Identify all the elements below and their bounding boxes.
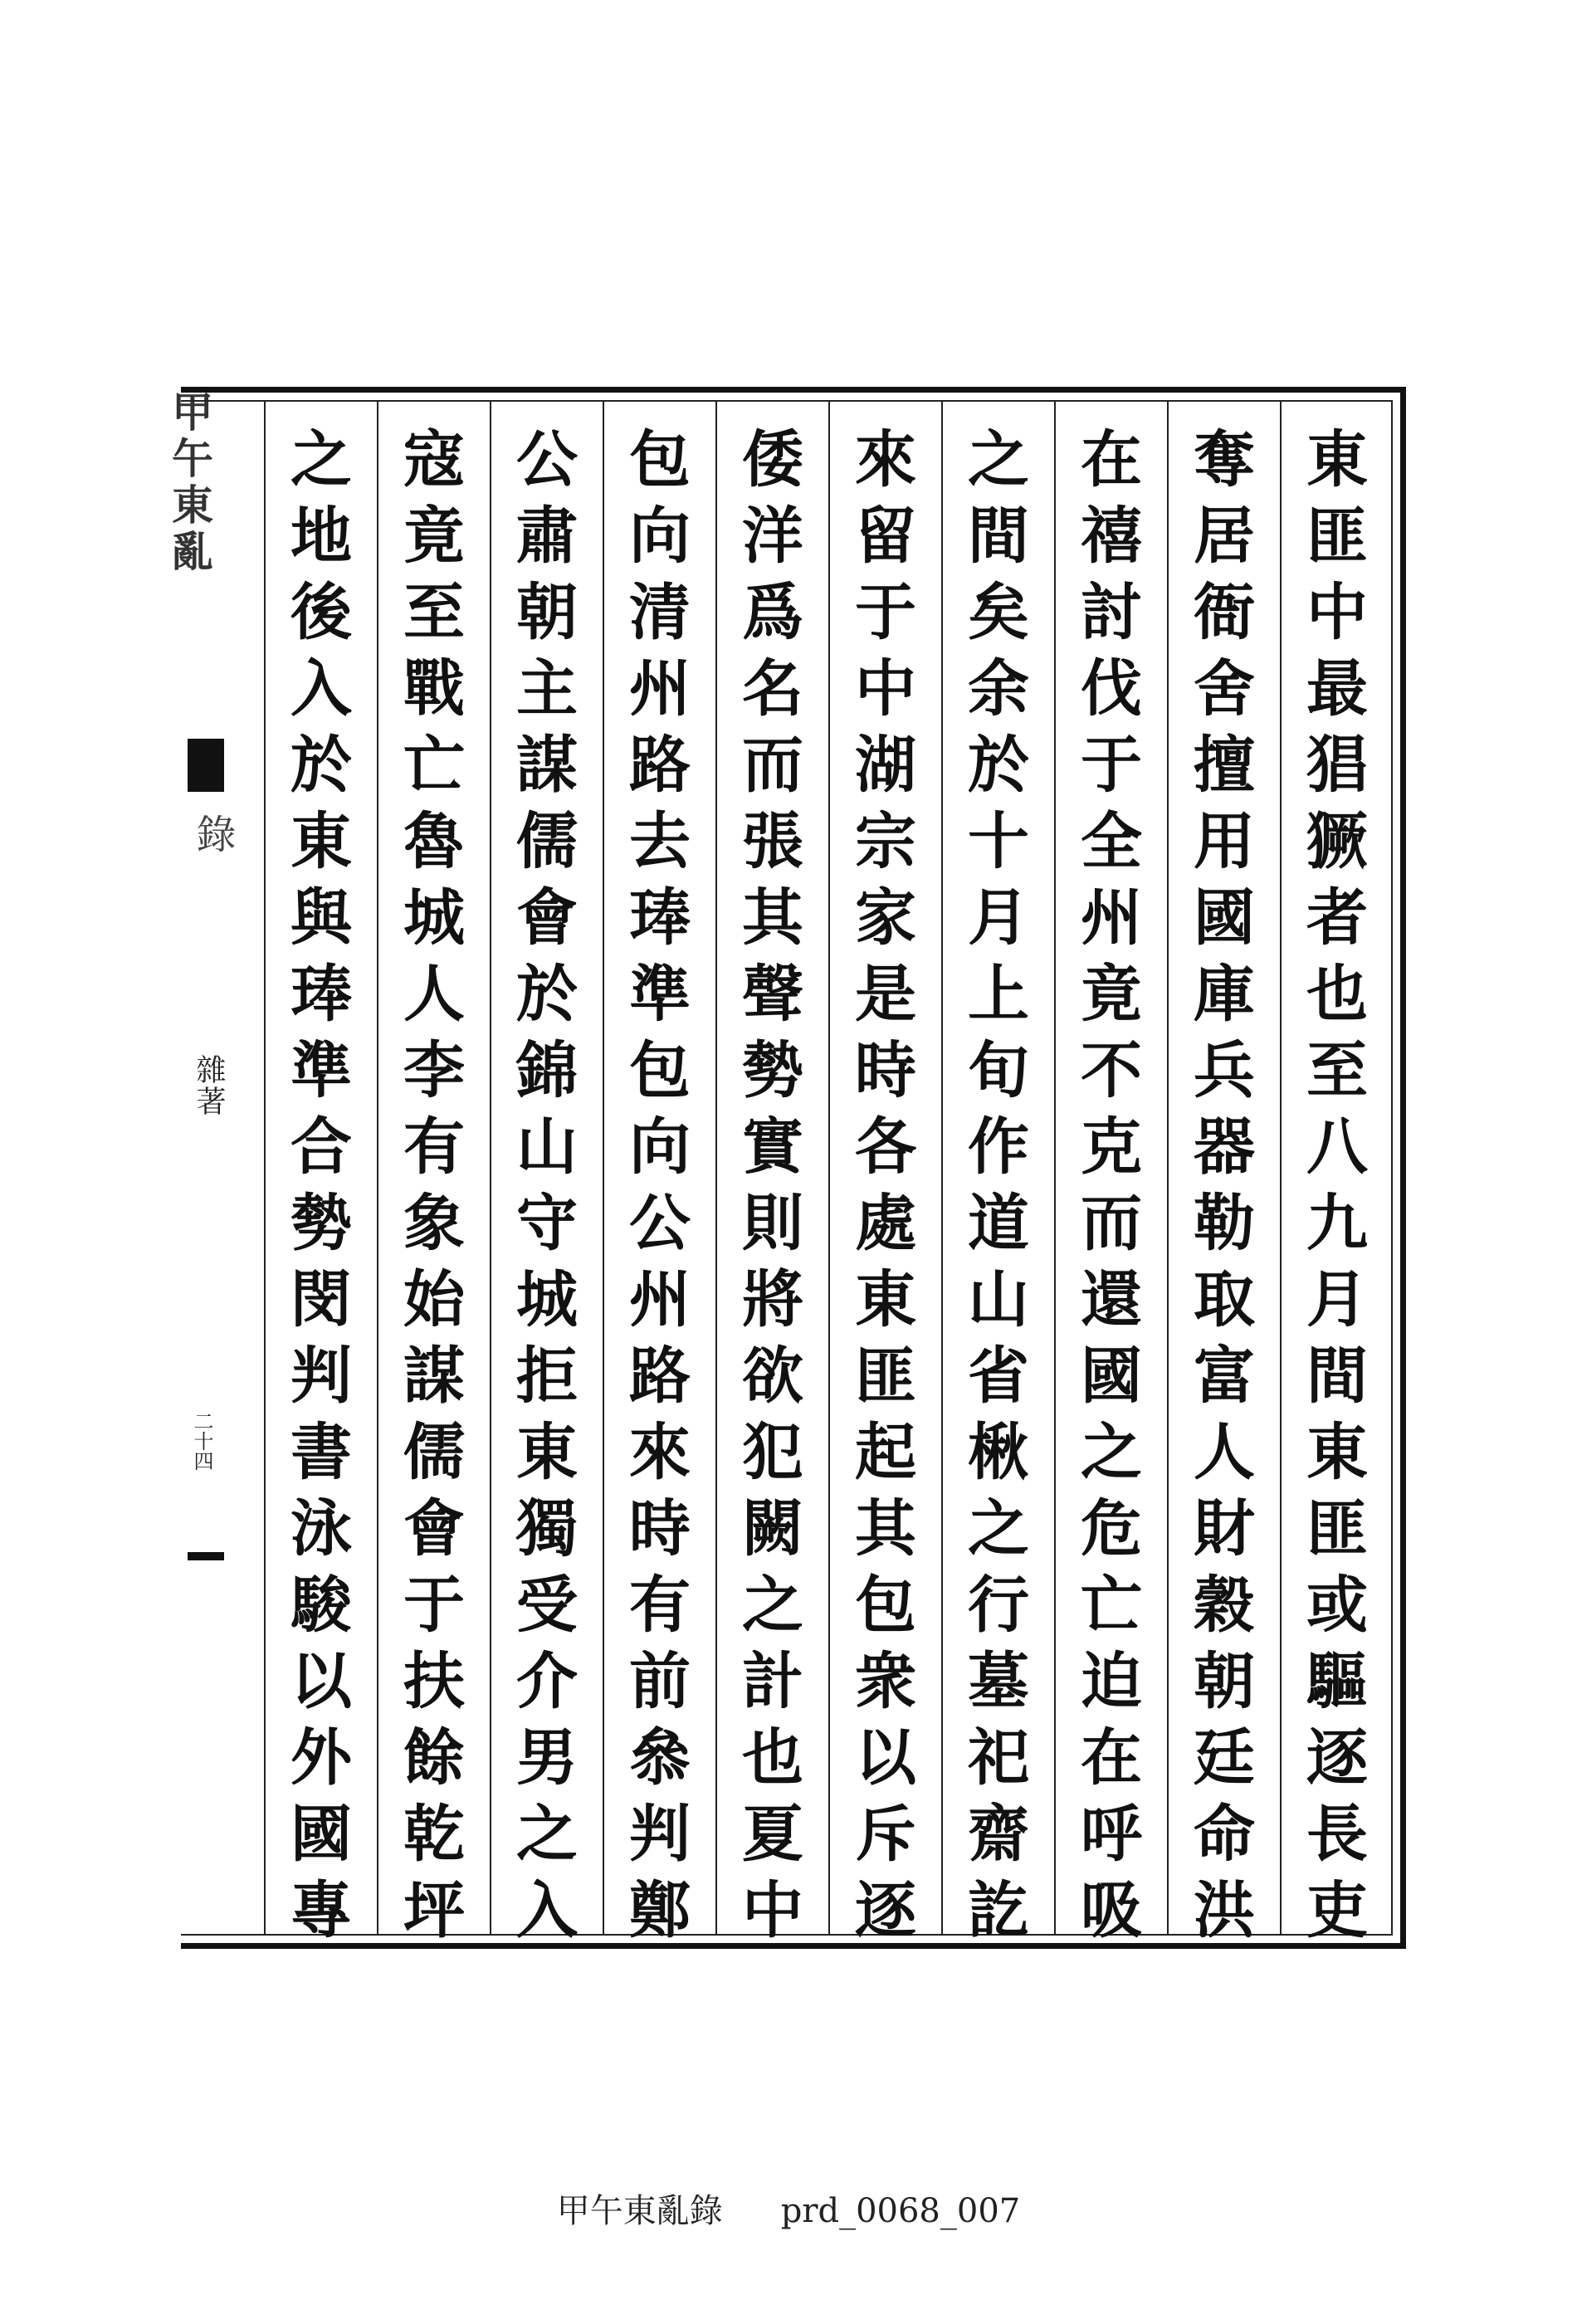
- glyph: 入: [290, 653, 352, 725]
- text-column: [377, 400, 490, 1946]
- glyph: 勢: [290, 1188, 352, 1259]
- text-column: [715, 400, 828, 1946]
- glyph: 人: [1194, 1417, 1255, 1488]
- glyph: 城: [403, 882, 465, 954]
- glyph: 琫: [290, 959, 352, 1030]
- glyph: 倭: [742, 424, 803, 496]
- glyph: 至: [403, 577, 465, 648]
- glyph: 專: [290, 1875, 352, 1946]
- glyph: 上: [968, 959, 1029, 1030]
- glyph: 穀: [1194, 1570, 1255, 1641]
- glyph: 居: [1194, 500, 1255, 572]
- glyph: 庫: [1194, 959, 1255, 1030]
- glyph: 獨: [516, 1493, 578, 1565]
- glyph: 儒: [516, 806, 578, 877]
- text-frame: [165, 387, 1406, 1949]
- glyph: 人: [403, 959, 465, 1030]
- glyph: 之: [742, 1570, 803, 1641]
- glyph: 時: [629, 1493, 691, 1565]
- glyph: 匪: [1306, 500, 1368, 572]
- text-column: [1167, 400, 1280, 1946]
- glyph: 男: [516, 1722, 578, 1794]
- glyph: 東: [290, 806, 352, 877]
- glyph: 錦: [516, 1035, 578, 1106]
- glyph: 者: [1306, 882, 1368, 954]
- glyph: 準: [629, 959, 691, 1030]
- glyph: 竟: [403, 500, 465, 572]
- glyph: 朝: [1194, 1646, 1255, 1717]
- glyph: 將: [742, 1264, 803, 1335]
- glyph: 謀: [516, 730, 578, 801]
- glyph: 八: [1306, 1111, 1368, 1183]
- glyph: 齋: [968, 1799, 1029, 1870]
- glyph: 亡: [403, 730, 465, 801]
- glyph: 在: [1081, 424, 1142, 496]
- glyph: 介: [516, 1646, 578, 1717]
- glyph: 起: [855, 1417, 916, 1488]
- glyph: 餘: [403, 1722, 465, 1794]
- glyph: 月: [968, 882, 1029, 954]
- glyph: 道: [968, 1188, 1029, 1259]
- glyph: 判: [629, 1799, 691, 1870]
- glyph: 余: [968, 653, 1029, 725]
- glyph: 吏: [1306, 1875, 1368, 1946]
- glyph: 夏: [742, 1799, 803, 1870]
- glyph: 來: [855, 424, 916, 496]
- glyph: 危: [1081, 1493, 1142, 1565]
- glyph: 來: [629, 1417, 691, 1488]
- glyph: 用: [1194, 806, 1255, 877]
- glyph: 魯: [403, 806, 465, 877]
- glyph: 包: [629, 424, 691, 496]
- glyph: 會: [516, 882, 578, 954]
- glyph: 命: [1194, 1799, 1255, 1870]
- glyph: 長: [1306, 1799, 1368, 1870]
- text-column: [1054, 400, 1167, 1946]
- text-columns: [181, 400, 1393, 1946]
- glyph: 器: [1194, 1111, 1255, 1183]
- glyph: 討: [1081, 577, 1142, 648]
- glyph: 受: [516, 1570, 578, 1641]
- glyph: 至: [1306, 1035, 1368, 1106]
- glyph: 之: [290, 424, 352, 496]
- glyph: 省: [968, 1340, 1029, 1412]
- glyph: 驅: [1306, 1646, 1368, 1717]
- glyph: 斥: [855, 1799, 916, 1870]
- glyph: 矣: [968, 577, 1029, 648]
- glyph: 湖: [855, 730, 916, 801]
- glyph: 闕: [742, 1493, 803, 1565]
- glyph: 則: [742, 1188, 803, 1259]
- glyph: 而: [742, 730, 803, 801]
- glyph: 呼: [1081, 1799, 1142, 1870]
- glyph: 名: [742, 653, 803, 725]
- glyph: 有: [629, 1570, 691, 1641]
- glyph: 吸: [1081, 1875, 1142, 1946]
- glyph: 勢: [742, 1035, 803, 1106]
- banxin-subtitle: 錄: [189, 813, 236, 853]
- glyph: 書: [290, 1417, 352, 1488]
- glyph: 以: [855, 1722, 916, 1794]
- glyph: 鄭: [629, 1875, 691, 1946]
- glyph: 竟: [1081, 959, 1142, 1030]
- glyph: 中: [1306, 577, 1368, 648]
- glyph: 州: [629, 1264, 691, 1335]
- glyph: 山: [516, 1111, 578, 1183]
- glyph: 中: [742, 1875, 803, 1946]
- glyph: 猖: [1306, 730, 1368, 801]
- glyph: 祀: [968, 1722, 1029, 1794]
- glyph: 獗: [1306, 806, 1368, 877]
- glyph: 匪: [1306, 1493, 1368, 1565]
- glyph: 泳: [290, 1493, 352, 1565]
- glyph: 宗: [855, 806, 916, 877]
- glyph: 乾: [403, 1799, 465, 1870]
- glyph: 以: [290, 1646, 352, 1717]
- glyph: 之: [968, 1493, 1029, 1565]
- glyph: 向: [629, 500, 691, 572]
- glyph: 路: [629, 1340, 691, 1412]
- glyph: 衙: [1194, 577, 1255, 648]
- banxin-title: 甲午東亂: [165, 390, 214, 576]
- glyph: 間: [968, 500, 1029, 572]
- glyph: 山: [968, 1264, 1029, 1335]
- glyph: 處: [855, 1188, 916, 1259]
- glyph: 克: [1081, 1111, 1142, 1183]
- glyph: 象: [403, 1188, 465, 1259]
- glyph: 謀: [403, 1340, 465, 1412]
- glyph: 月: [1306, 1264, 1368, 1335]
- text-column: [941, 400, 1054, 1946]
- glyph: 始: [403, 1264, 465, 1335]
- glyph: 洋: [742, 500, 803, 572]
- glyph: 實: [742, 1111, 803, 1183]
- glyph: 財: [1194, 1493, 1255, 1565]
- glyph: 東: [1306, 424, 1368, 496]
- glyph: 時: [855, 1035, 916, 1106]
- glyph: 戰: [403, 653, 465, 725]
- glyph: 各: [855, 1111, 916, 1183]
- glyph: 之: [1081, 1417, 1142, 1488]
- glyph: 東: [516, 1417, 578, 1488]
- glyph: 合: [290, 1111, 352, 1183]
- glyph: 于: [855, 577, 916, 648]
- glyph: 衆: [855, 1646, 916, 1717]
- glyph: 向: [629, 1111, 691, 1183]
- glyph: 之: [968, 424, 1029, 496]
- banxin-page-number: 二十四: [190, 1411, 213, 1471]
- text-column: [490, 400, 603, 1946]
- glyph: 李: [403, 1035, 465, 1106]
- glyph: 準: [290, 1035, 352, 1106]
- glyph: 墓: [968, 1646, 1029, 1717]
- glyph: 地: [290, 500, 352, 572]
- glyph: 公: [629, 1188, 691, 1259]
- glyph: 包: [855, 1570, 916, 1641]
- glyph: 國: [1194, 882, 1255, 954]
- glyph: 朝: [516, 577, 578, 648]
- glyph: 爲: [742, 577, 803, 648]
- glyph: 旬: [968, 1035, 1029, 1106]
- caption-doc-id: prd_0068_007: [780, 2192, 1021, 2230]
- glyph: 迫: [1081, 1646, 1142, 1717]
- glyph: 東: [855, 1264, 916, 1335]
- glyph: 奪: [1194, 424, 1255, 496]
- glyph: 前: [629, 1646, 691, 1717]
- glyph: 有: [403, 1111, 465, 1183]
- glyph: 州: [629, 653, 691, 725]
- glyph: 其: [855, 1493, 916, 1565]
- glyph: 儒: [403, 1417, 465, 1488]
- text-column: [1280, 400, 1393, 1946]
- text-column: [828, 400, 941, 1946]
- glyph: 守: [516, 1188, 578, 1259]
- glyph: 十: [968, 806, 1029, 877]
- glyph: 後: [290, 577, 352, 648]
- glyph: 最: [1306, 653, 1368, 725]
- glyph: 富: [1194, 1340, 1255, 1412]
- glyph: 琫: [629, 882, 691, 954]
- glyph: 判: [290, 1340, 352, 1412]
- glyph: 去: [629, 806, 691, 877]
- glyph: 禧: [1081, 500, 1142, 572]
- glyph: 張: [742, 806, 803, 877]
- glyph: 全: [1081, 806, 1142, 877]
- glyph: 扶: [403, 1646, 465, 1717]
- glyph: 清: [629, 577, 691, 648]
- glyph: 坪: [403, 1875, 465, 1946]
- glyph: 州: [1081, 882, 1142, 954]
- glyph: 肅: [516, 500, 578, 572]
- glyph: 而: [1081, 1188, 1142, 1259]
- glyph: 國: [290, 1799, 352, 1870]
- glyph: 逐: [855, 1875, 916, 1946]
- glyph: 城: [516, 1264, 578, 1335]
- glyph: 東: [1306, 1417, 1368, 1488]
- text-column: [264, 400, 377, 1946]
- glyph: 楸: [968, 1417, 1029, 1488]
- glyph: 間: [1306, 1340, 1368, 1412]
- glyph: 外: [290, 1722, 352, 1794]
- glyph: 兵: [1194, 1035, 1255, 1106]
- glyph: 寇: [403, 424, 465, 496]
- glyph: 九: [1306, 1188, 1368, 1259]
- caption-book-title: 甲午東亂錄: [556, 2192, 723, 2230]
- glyph: 訖: [968, 1875, 1029, 1946]
- glyph: 在: [1081, 1722, 1142, 1794]
- glyph: 伐: [1081, 653, 1142, 725]
- glyph: 犯: [742, 1417, 803, 1488]
- glyph: 取: [1194, 1264, 1255, 1335]
- image-caption: [0, 2185, 1577, 2232]
- glyph: 拒: [516, 1340, 578, 1412]
- glyph: 國: [1081, 1340, 1142, 1412]
- glyph: 叅: [629, 1722, 691, 1794]
- glyph: 舍: [1194, 653, 1255, 725]
- glyph: 不: [1081, 1035, 1142, 1106]
- glyph: 中: [855, 653, 916, 725]
- glyph: 或: [1306, 1570, 1368, 1641]
- glyph: 於: [516, 959, 578, 1030]
- glyph: 閔: [290, 1264, 352, 1335]
- glyph: 留: [855, 500, 916, 572]
- glyph: 勒: [1194, 1188, 1255, 1259]
- glyph: 於: [290, 730, 352, 801]
- glyph: 家: [855, 882, 916, 954]
- glyph: 與: [290, 882, 352, 954]
- glyph: 行: [968, 1570, 1029, 1641]
- glyph: 之: [516, 1799, 578, 1870]
- glyph: 逐: [1306, 1722, 1368, 1794]
- glyph: 于: [1081, 730, 1142, 801]
- glyph: 作: [968, 1111, 1029, 1183]
- glyph: 欲: [742, 1340, 803, 1412]
- glyph: 包: [629, 1035, 691, 1106]
- glyph: 公: [516, 424, 578, 496]
- glyph: 亡: [1081, 1570, 1142, 1641]
- glyph: 路: [629, 730, 691, 801]
- glyph: 匪: [855, 1340, 916, 1412]
- glyph: 于: [403, 1570, 465, 1641]
- glyph: 於: [968, 730, 1029, 801]
- glyph: 聲: [742, 959, 803, 1030]
- glyph: 還: [1081, 1264, 1142, 1335]
- banxin-chapter: 雜著: [192, 1054, 226, 1117]
- text-column: [603, 400, 715, 1946]
- glyph: 也: [742, 1722, 803, 1794]
- glyph: 駿: [290, 1570, 352, 1641]
- glyph: 其: [742, 882, 803, 954]
- glyph: 主: [516, 653, 578, 725]
- glyph: 洪: [1194, 1875, 1255, 1946]
- glyph: 入: [516, 1875, 578, 1946]
- glyph: 會: [403, 1493, 465, 1565]
- glyph: 廷: [1194, 1722, 1255, 1794]
- glyph: 是: [855, 959, 916, 1030]
- glyph: 也: [1306, 959, 1368, 1030]
- glyph: 計: [742, 1646, 803, 1717]
- glyph: 擅: [1194, 730, 1255, 801]
